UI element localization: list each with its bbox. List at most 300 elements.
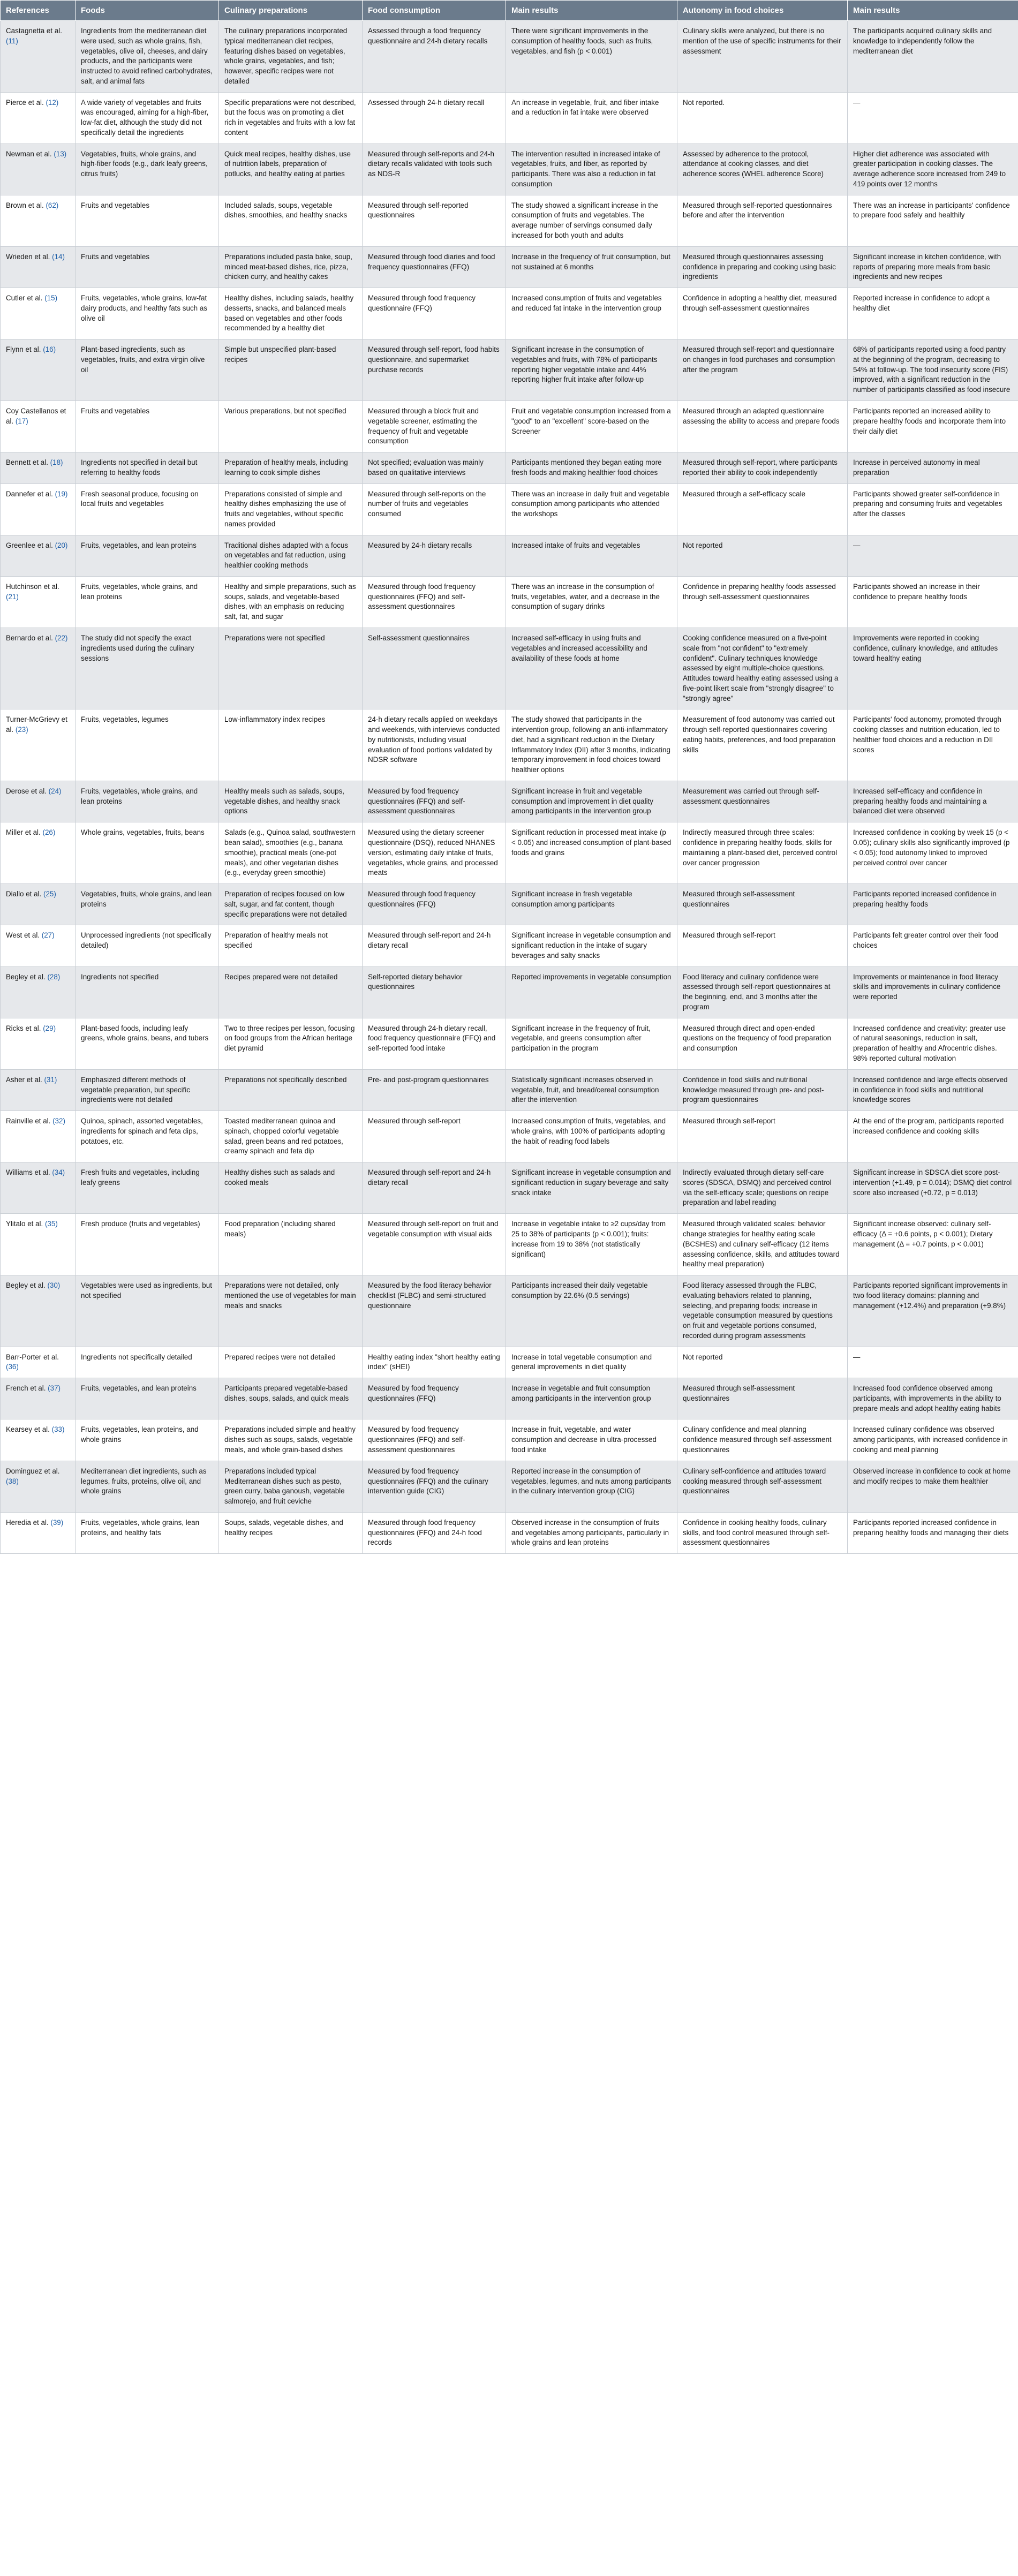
- header-main-results: Main results: [506, 1, 677, 21]
- food-consumption-cell: Measured by 24-h dietary recalls: [363, 535, 506, 576]
- autonomy-cell: Measured through an adapted questionnaire assessing the ability to access and prepare foods: [677, 401, 848, 452]
- reference-author: Hutchinson et al.: [6, 582, 59, 591]
- autonomy-cell: Measured through self-assessment questionnaires: [677, 1378, 848, 1419]
- culinary-preparations-cell: Healthy meals such as salads, soups, vegetable dishes, and healthy snack options: [219, 781, 363, 822]
- main-results-2-cell: Participants showed greater self-confidence in preparing and consuming fruits and vegetables after the classes: [848, 484, 1018, 535]
- table-body: [1, 21, 1018, 1554]
- main-results-2-cell: Participants' food autonomy, promoted through cooking classes and nutrition education, led to healthier food choices and a reduction in DII scores: [848, 709, 1018, 781]
- table-row: [1, 1461, 1018, 1512]
- reference-author: Pierce et al.: [6, 98, 44, 107]
- autonomy-cell: Measured through self-report: [677, 925, 848, 966]
- reference-link[interactable]: (26): [42, 828, 56, 837]
- foods-cell: Fruits, vegetables, whole grains, and lean proteins: [76, 576, 219, 628]
- reference-link[interactable]: (37): [48, 1384, 61, 1393]
- reference-cell: [1, 1461, 76, 1512]
- table-row: [1, 452, 1018, 484]
- autonomy-cell: Measured through a self-efficacy scale: [677, 484, 848, 535]
- table-row: [1, 1111, 1018, 1162]
- reference-author: Greenlee et al.: [6, 541, 53, 549]
- main-results-2-cell: Participants showed an increase in their confidence to prepare healthy foods: [848, 576, 1018, 628]
- reference-author: Bennett et al.: [6, 458, 48, 467]
- main-results-cell: Significant increase in vegetable consumption and significant reduction in sugary beverage and salty snack intake: [506, 1162, 677, 1214]
- header-foods: Foods: [76, 1, 219, 21]
- foods-cell: Fresh produce (fruits and vegetables): [76, 1214, 219, 1275]
- foods-cell: The study did not specify the exact ingredients used during the culinary sessions: [76, 628, 219, 709]
- reference-cell: [1, 781, 76, 822]
- main-results-cell: Significant increase in fresh vegetable consumption among participants: [506, 884, 677, 925]
- autonomy-cell: Confidence in preparing healthy foods assessed through self-assessment questionnaires: [677, 576, 848, 628]
- food-consumption-cell: Measured by the food literacy behavior checklist (FLBC) and semi-structured questionnaire: [363, 1275, 506, 1347]
- food-consumption-cell: Self-reported dietary behavior questionnaires: [363, 966, 506, 1018]
- main-results-cell: Increased self-efficacy in using fruits and vegetables and increased accessibility and availability of these foods at home: [506, 628, 677, 709]
- table-row: [1, 21, 1018, 93]
- food-consumption-cell: 24-h dietary recalls applied on weekdays and weekends, with interviews conducted by nutritionists, including visual evaluation of food portions validated by NDSR software: [363, 709, 506, 781]
- table-row: [1, 339, 1018, 401]
- main-results-2-cell: Increased culinary confidence was observed among participants, with increased confidence in cooking and meal planning: [848, 1419, 1018, 1461]
- food-consumption-cell: Measured through food frequency questionnaire (FFQ): [363, 288, 506, 339]
- reference-link[interactable]: (28): [47, 972, 61, 981]
- reference-cell: [1, 339, 76, 401]
- table-row: [1, 1018, 1018, 1069]
- foods-cell: Emphasized different methods of vegetable preparation, but specific ingredients were not detailed: [76, 1069, 219, 1111]
- main-results-2-cell: —: [848, 535, 1018, 576]
- culinary-preparations-cell: Low-inflammatory index recipes: [219, 709, 363, 781]
- reference-cell: [1, 21, 76, 93]
- reference-link[interactable]: (22): [55, 633, 68, 642]
- autonomy-cell: Culinary confidence and meal planning confidence measured through self-assessment questionnaires: [677, 1419, 848, 1461]
- main-results-2-cell: 68% of participants reported using a food pantry at the beginning of the program, decreasing to 54% at follow-up. The food insecurity score (FIS) improved, with a significant reduction in the number of participants classified as food insecure: [848, 339, 1018, 401]
- reference-author: West et al.: [6, 931, 40, 940]
- culinary-preparations-cell: Preparations included simple and healthy dishes such as soups, salads, vegetable meals, and whole grain-based dishes: [219, 1419, 363, 1461]
- food-consumption-cell: Pre- and post-program questionnaires: [363, 1069, 506, 1111]
- autonomy-cell: Not reported: [677, 535, 848, 576]
- header-food-consumption: Food consumption: [363, 1, 506, 21]
- reference-author: Bernardo et al.: [6, 633, 53, 642]
- food-consumption-cell: Measured through self-reports and 24-h dietary recalls validated with tools such as NDS-R: [363, 143, 506, 195]
- culinary-preparations-cell: Simple but unspecified plant-based recipes: [219, 339, 363, 401]
- table-row: [1, 1347, 1018, 1378]
- reference-author: Derose et al.: [6, 787, 47, 795]
- table-row: [1, 576, 1018, 628]
- reference-author: Kearsey et al.: [6, 1425, 50, 1434]
- culinary-preparations-cell: Preparations included pasta bake, soup, minced meat-based dishes, rice, pizza, chicken curry, and healthy cakes: [219, 246, 363, 288]
- reference-link[interactable]: (15): [44, 294, 58, 303]
- main-results-2-cell: —: [848, 92, 1018, 143]
- food-consumption-cell: Measured through self-report, food habits questionnaire, and supermarket purchase records: [363, 339, 506, 401]
- reference-author: Begley et al.: [6, 972, 46, 981]
- main-results-2-cell: —: [848, 1347, 1018, 1378]
- reference-link[interactable]: (30): [47, 1281, 61, 1290]
- reference-author: Flynn et al.: [6, 345, 41, 354]
- foods-cell: Fresh fruits and vegetables, including leafy greens: [76, 1162, 219, 1214]
- reference-author: Castagnetta et al.: [6, 27, 62, 35]
- food-consumption-cell: Measured through a block fruit and vegetable screener, estimating the frequency of fruit and vegetable consumption: [363, 401, 506, 452]
- food-consumption-cell: Measured by food frequency questionnaires (FFQ) and the culinary intervention guide (CIG): [363, 1461, 506, 1512]
- reference-author: Turner-McGrievy et al.: [6, 715, 67, 734]
- culinary-preparations-cell: Preparations were not detailed, only mentioned the use of vegetables for main meals and snacks: [219, 1275, 363, 1347]
- autonomy-cell: Measured through self-report, where participants reported their ability to cook independently: [677, 452, 848, 484]
- foods-cell: Unprocessed ingredients (not specifically detailed): [76, 925, 219, 966]
- table-row: [1, 1378, 1018, 1419]
- reference-cell: [1, 1347, 76, 1378]
- food-consumption-cell: Measured by food frequency questionnaires (FFQ) and self-assessment questionnaires: [363, 781, 506, 822]
- foods-cell: Vegetables, fruits, whole grains, and lean proteins: [76, 884, 219, 925]
- food-consumption-cell: Measured through food diaries and food frequency questionnaires (FFQ): [363, 246, 506, 288]
- food-consumption-cell: Measured through self-report on fruit and vegetable consumption with visual aids: [363, 1214, 506, 1275]
- foods-cell: Whole grains, vegetables, fruits, beans: [76, 822, 219, 884]
- foods-cell: Fruits and vegetables: [76, 195, 219, 246]
- table-row: [1, 143, 1018, 195]
- reference-cell: [1, 452, 76, 484]
- reference-author: Begley et al.: [6, 1281, 46, 1290]
- main-results-2-cell: Participants felt greater control over their food choices: [848, 925, 1018, 966]
- main-results-cell: The study showed a significant increase in the consumption of fruits and vegetables. The average number of servings consumed daily increased for both youth and adults: [506, 195, 677, 246]
- food-consumption-cell: Not specified; evaluation was mainly based on qualitative interviews: [363, 452, 506, 484]
- autonomy-cell: Measurement of food autonomy was carried out through self-reported questionnaires covering eating habits, preferences, and food preparation skills: [677, 709, 848, 781]
- autonomy-cell: Not reported: [677, 1347, 848, 1378]
- main-results-2-cell: The participants acquired culinary skills and knowledge to independently follow the mediterranean diet: [848, 21, 1018, 93]
- table-row: [1, 822, 1018, 884]
- main-results-cell: There were significant improvements in the consumption of healthy foods, such as fruits, vegetables, and fish (p < 0.001): [506, 21, 677, 93]
- main-results-cell: Increase in vegetable intake to ≥2 cups/day from 25 to 38% of participants (p < 0.001); fruits: increase from 19 to 38% (not statistically significant): [506, 1214, 677, 1275]
- main-results-cell: The study showed that participants in the intervention group, following an anti-inflammatory diet, had a significant reduction in the Dietary Inflammatory Index (DII) after 3 months, indicating temporary improvement in food choices toward healthier options: [506, 709, 677, 781]
- reference-author: Dominguez et al.: [6, 1467, 60, 1475]
- table-row: [1, 92, 1018, 143]
- main-results-2-cell: Increased confidence and creativity: greater use of natural seasonings, reduction in salt, preparation of healthy and Afrocentric dishes. 98% reported cultural motivation: [848, 1018, 1018, 1069]
- food-consumption-cell: Measured through self-reports on the number of fruits and vegetables consumed: [363, 484, 506, 535]
- reference-link[interactable]: (18): [50, 458, 63, 467]
- table-row: [1, 195, 1018, 246]
- food-consumption-cell: Measured through self-reported questionnaires: [363, 195, 506, 246]
- foods-cell: Fruits, vegetables, and lean proteins: [76, 535, 219, 576]
- autonomy-cell: Indirectly measured through three scales: confidence in preparing healthy foods, skills for maintaining a plant-based diet, perceived control over cancer progression: [677, 822, 848, 884]
- autonomy-cell: Measured through self-report and questionnaire on changes in food purchases and consumption after the program: [677, 339, 848, 401]
- culinary-preparations-cell: Preparations were not specified: [219, 628, 363, 709]
- main-results-cell: Significant increase in fruit and vegetable consumption and improvement in diet quality among participants in the intervention group: [506, 781, 677, 822]
- main-results-cell: Increase in the frequency of fruit consumption, but not sustained at 6 months: [506, 246, 677, 288]
- reference-link[interactable]: (27): [41, 931, 55, 940]
- reference-cell: [1, 822, 76, 884]
- table-row: [1, 401, 1018, 452]
- main-results-2-cell: Increased confidence in cooking by week 15 (p < 0.05); culinary skills also significantly improved (p < 0.05); food autonomy linked to improved perceived control over cancer: [848, 822, 1018, 884]
- main-results-cell: Reported improvements in vegetable consumption: [506, 966, 677, 1018]
- culinary-preparations-cell: Participants prepared vegetable-based dishes, soups, salads, and quick meals: [219, 1378, 363, 1419]
- main-results-2-cell: Significant increase observed: culinary self-efficacy (Δ = +0.6 points, p < 0.001); Dietary management (Δ = +0.7 points, p < 0.001): [848, 1214, 1018, 1275]
- main-results-cell: Participants increased their daily vegetable consumption by 22.6% (0.5 servings): [506, 1275, 677, 1347]
- reference-author: Brown et al.: [6, 201, 44, 209]
- table-row: [1, 709, 1018, 781]
- table-row: [1, 484, 1018, 535]
- main-results-cell: Significant reduction in processed meat intake (p < 0.05) and increased consumption of plant-based foods and grains: [506, 822, 677, 884]
- main-results-2-cell: At the end of the program, participants reported increased confidence and cooking skills: [848, 1111, 1018, 1162]
- autonomy-cell: Culinary self-confidence and attitudes toward cooking measured through self-assessment questionnaires: [677, 1461, 848, 1512]
- foods-cell: A wide variety of vegetables and fruits was encouraged, aiming for a high-fiber, low-fat diet, although the study did not specifically detail the ingredients: [76, 92, 219, 143]
- foods-cell: Fruits, vegetables, legumes: [76, 709, 219, 781]
- reference-cell: [1, 1018, 76, 1069]
- main-results-2-cell: Improvements were reported in cooking confidence, culinary knowledge, and attitudes toward healthy eating: [848, 628, 1018, 709]
- table-row: [1, 1512, 1018, 1553]
- autonomy-cell: Confidence in food skills and nutritional knowledge measured through pre- and post-program questionnaires: [677, 1069, 848, 1111]
- reference-cell: [1, 925, 76, 966]
- foods-cell: Vegetables, fruits, whole grains, and high-fiber foods (e.g., dark leafy greens, citrus fruits): [76, 143, 219, 195]
- foods-cell: Fruits, vegetables, whole grains, low-fat dairy products, and healthy fats such as olive oil: [76, 288, 219, 339]
- table-row: [1, 246, 1018, 288]
- reference-link[interactable]: (35): [44, 1220, 58, 1228]
- autonomy-cell: Measured through self-report: [677, 1111, 848, 1162]
- culinary-preparations-cell: The culinary preparations incorporated typical mediterranean diet recipes, featuring dishes based on vegetables, whole grains, vegetables, and fish; however, specific recipes were not detailed: [219, 21, 363, 93]
- autonomy-cell: Culinary skills were analyzed, but there is no mention of the use of specific instruments for their assessment: [677, 21, 848, 93]
- foods-cell: Plant-based foods, including leafy greens, whole grains, beans, and tubers: [76, 1018, 219, 1069]
- foods-cell: Ingredients not specified: [76, 966, 219, 1018]
- foods-cell: Mediterranean diet ingredients, such as legumes, fruits, proteins, olive oil, and whole grains: [76, 1461, 219, 1512]
- reference-cell: [1, 1162, 76, 1214]
- main-results-2-cell: Higher diet adherence was associated with greater participation in cooking classes. The average adherence score increased from 249 to 419 points over 12 months: [848, 143, 1018, 195]
- foods-cell: Fruits, vegetables, and lean proteins: [76, 1378, 219, 1419]
- autonomy-cell: Measured through direct and open-ended questions on the frequency of food preparation and consumption: [677, 1018, 848, 1069]
- main-results-2-cell: Participants reported significant improvements in two food literacy domains: planning and management (+12.4%) and preparation (+9.8%): [848, 1275, 1018, 1347]
- culinary-preparations-cell: Healthy dishes, including salads, healthy desserts, snacks, and balanced meals based on vegetables and other foods recommended by a healthy diet: [219, 288, 363, 339]
- main-results-2-cell: Participants reported increased confidence in preparing healthy foods and managing their diets: [848, 1512, 1018, 1553]
- main-results-2-cell: Reported increase in confidence to adopt a healthy diet: [848, 288, 1018, 339]
- food-consumption-cell: Self-assessment questionnaires: [363, 628, 506, 709]
- reference-author: Ylitalo et al.: [6, 1220, 43, 1228]
- culinary-preparations-cell: Recipes prepared were not detailed: [219, 966, 363, 1018]
- reference-cell: [1, 1214, 76, 1275]
- main-results-cell: Significant increase in the consumption of vegetables and fruits, with 78% of participants reporting higher vegetable intake and 44% reporting higher fruit intake after follow-up: [506, 339, 677, 401]
- reference-cell: [1, 576, 76, 628]
- culinary-preparations-cell: Preparations included typical Mediterranean dishes such as pesto, green curry, baba ganoush, vegetable salmorejo, and fruit ceviche: [219, 1461, 363, 1512]
- autonomy-cell: Assessed by adherence to the protocol, attendance at cooking classes, and diet adherence scores (WHEL adherence Score): [677, 143, 848, 195]
- reference-author: Williams et al.: [6, 1168, 50, 1177]
- reference-link[interactable]: (21): [6, 592, 19, 601]
- autonomy-cell: Confidence in adopting a healthy diet, measured through self-assessment questionnaires: [677, 288, 848, 339]
- reference-link[interactable]: (17): [15, 417, 28, 425]
- reference-author: Coy Castellanos et al.: [6, 406, 66, 425]
- table-row: [1, 288, 1018, 339]
- main-results-2-cell: Significant increase in SDSCA diet score post-intervention (+1.49, p = 0.014); DSMQ diet control score also increased (+0.72, p = 0.013): [848, 1162, 1018, 1214]
- main-results-2-cell: Observed increase in confidence to cook at home and modify recipes to make them healthier: [848, 1461, 1018, 1512]
- autonomy-cell: Measured through self-assessment questionnaires: [677, 884, 848, 925]
- food-consumption-cell: Measured using the dietary screener questionnaire (DSQ), reduced NHANES version, estimating daily intake of fruits, vegetables, whole grains, and processed meats: [363, 822, 506, 884]
- culinary-preparations-cell: Soups, salads, vegetable dishes, and healthy recipes: [219, 1512, 363, 1553]
- foods-cell: Plant-based ingredients, such as vegetables, fruits, and extra virgin olive oil: [76, 339, 219, 401]
- food-consumption-cell: Assessed through 24-h dietary recall: [363, 92, 506, 143]
- reference-cell: [1, 1419, 76, 1461]
- main-results-cell: Increase in fruit, vegetable, and water consumption and decrease in ultra-processed food intake: [506, 1419, 677, 1461]
- reference-cell: [1, 1111, 76, 1162]
- main-results-2-cell: Participants reported increased confidence in preparing healthy foods: [848, 884, 1018, 925]
- reference-cell: [1, 92, 76, 143]
- reference-link[interactable]: (25): [43, 890, 56, 898]
- reference-link[interactable]: (16): [43, 345, 56, 354]
- autonomy-cell: Confidence in cooking healthy foods, culinary skills, and food control measured through self-assessment questionnaires: [677, 1512, 848, 1553]
- culinary-preparations-cell: Two to three recipes per lesson, focusing on food groups from the African heritage diet pyramid: [219, 1018, 363, 1069]
- reference-author: Cutler et al.: [6, 294, 43, 303]
- reference-link[interactable]: (38): [6, 1477, 19, 1485]
- table-row: [1, 884, 1018, 925]
- reference-cell: [1, 143, 76, 195]
- food-consumption-cell: Measured through food frequency questionnaires (FFQ) and 24-h food records: [363, 1512, 506, 1553]
- reference-author: Miller et al.: [6, 828, 41, 837]
- food-consumption-cell: Healthy eating index "short healthy eating index" (sHEI): [363, 1347, 506, 1378]
- food-consumption-cell: Measured through food frequency questionnaires (FFQ): [363, 884, 506, 925]
- reference-link[interactable]: (36): [6, 1363, 19, 1371]
- main-results-2-cell: Increased food confidence observed among participants, with improvements in the ability to prepare meals and adopt healthy eating habits: [848, 1378, 1018, 1419]
- table-row: [1, 1214, 1018, 1275]
- autonomy-cell: Measurement was carried out through self-assessment questionnaires: [677, 781, 848, 822]
- reference-link[interactable]: (31): [44, 1075, 57, 1084]
- main-results-cell: Participants mentioned they began eating more fresh foods and making healthier food choices: [506, 452, 677, 484]
- foods-cell: Vegetables were used as ingredients, but not specified: [76, 1275, 219, 1347]
- autonomy-cell: Food literacy and culinary confidence were assessed through self-report questionnaires at the beginning, end, and 3 months after the program: [677, 966, 848, 1018]
- reference-link[interactable]: (13): [54, 149, 67, 158]
- main-results-cell: Observed increase in the consumption of fruits and vegetables among participants, particularly in whole grains and lean proteins: [506, 1512, 677, 1553]
- main-results-cell: Significant increase in the frequency of fruit, vegetable, and greens consumption after participation in the program: [506, 1018, 677, 1069]
- culinary-preparations-cell: Traditional dishes adapted with a focus on vegetables and fat reduction, using healthier cooking methods: [219, 535, 363, 576]
- reference-author: Wrieden et al.: [6, 252, 50, 261]
- table-row: [1, 1162, 1018, 1214]
- reference-link[interactable]: (39): [50, 1518, 64, 1527]
- table-row: [1, 781, 1018, 822]
- reference-cell: [1, 884, 76, 925]
- food-consumption-cell: Measured through self-report and 24-h dietary recall: [363, 925, 506, 966]
- foods-cell: Fruits and vegetables: [76, 246, 219, 288]
- reference-cell: [1, 1512, 76, 1553]
- header-references: References: [1, 1, 76, 21]
- main-results-cell: Increased consumption of fruits and vegetables and reduced fat intake in the intervention group: [506, 288, 677, 339]
- foods-cell: Quinoa, spinach, assorted vegetables, ingredients for spinach and feta dips, potatoes, etc.: [76, 1111, 219, 1162]
- reference-cell: [1, 628, 76, 709]
- main-results-cell: Reported increase in the consumption of vegetables, legumes, and nuts among participants in the culinary intervention group (CIG): [506, 1461, 677, 1512]
- reference-link[interactable]: (32): [52, 1117, 65, 1125]
- foods-cell: Fruits and vegetables: [76, 401, 219, 452]
- autonomy-cell: Food literacy assessed through the FLBC, evaluating behaviors related to planning, selecting, and preparing foods; increase in vegetable consumption measured by questions on fruit and vegetable portions consumed, recorded during program assessments: [677, 1275, 848, 1347]
- main-results-2-cell: There was an increase in participants' confidence to prepare food safely and healthily: [848, 195, 1018, 246]
- table-row: [1, 1275, 1018, 1347]
- reference-author: Heredia et al.: [6, 1518, 49, 1527]
- main-results-cell: The intervention resulted in increased intake of vegetables, fruits, and fiber, as reported by participants. There was also a reduction in fat consumption: [506, 143, 677, 195]
- culinary-preparations-cell: Various preparations, but not specified: [219, 401, 363, 452]
- foods-cell: Fruits, vegetables, lean proteins, and whole grains: [76, 1419, 219, 1461]
- reference-cell: [1, 709, 76, 781]
- reference-author: French et al.: [6, 1384, 46, 1393]
- header-main-results-2: Main results: [848, 1, 1018, 21]
- culinary-preparations-cell: Quick meal recipes, healthy dishes, use of nutrition labels, preparation of potlucks, and healthy eating at parties: [219, 143, 363, 195]
- autonomy-cell: Measured through self-reported questionnaires before and after the intervention: [677, 195, 848, 246]
- reference-link[interactable]: (12): [46, 98, 59, 107]
- table-row: [1, 628, 1018, 709]
- foods-cell: Ingredients not specifically detailed: [76, 1347, 219, 1378]
- main-results-cell: Significant increase in vegetable consumption and significant reduction in the intake of sugary beverages and salty snacks: [506, 925, 677, 966]
- reference-author: Asher et al.: [6, 1075, 42, 1084]
- reference-cell: [1, 401, 76, 452]
- main-results-cell: Increase in total vegetable consumption and general improvements in diet quality: [506, 1347, 677, 1378]
- culinary-preparations-cell: Preparation of healthy meals, including learning to cook simple dishes: [219, 452, 363, 484]
- main-results-2-cell: Improvements or maintenance in food literacy skills and improvements in culinary confidence were reported: [848, 966, 1018, 1018]
- food-consumption-cell: Measured through self-report: [363, 1111, 506, 1162]
- reference-cell: [1, 288, 76, 339]
- reference-cell: [1, 1378, 76, 1419]
- reference-link[interactable]: (34): [52, 1168, 65, 1177]
- culinary-preparations-cell: Included salads, soups, vegetable dishes, smoothies, and healthy snacks: [219, 195, 363, 246]
- culinary-preparations-cell: Healthy dishes such as salads and cooked meals: [219, 1162, 363, 1214]
- reference-author: Dannefer et al.: [6, 489, 53, 498]
- culinary-preparations-cell: Specific preparations were not described, but the focus was on promoting a diet rich in vegetables and fruits with a low fat content: [219, 92, 363, 143]
- reference-author: Newman et al.: [6, 149, 52, 158]
- foods-cell: Fruits, vegetables, whole grains, lean proteins, and healthy fats: [76, 1512, 219, 1553]
- food-consumption-cell: Measured by food frequency questionnaires (FFQ) and self-assessment questionnaires: [363, 1419, 506, 1461]
- reference-link[interactable]: (62): [46, 201, 59, 209]
- header-row: [1, 1, 1018, 21]
- reference-cell: [1, 1275, 76, 1347]
- main-results-cell: Increased intake of fruits and vegetables: [506, 535, 677, 576]
- table-row: [1, 925, 1018, 966]
- reference-cell: [1, 535, 76, 576]
- header-autonomy: Autonomy in food choices: [677, 1, 848, 21]
- reference-cell: [1, 1069, 76, 1111]
- foods-cell: Fruits, vegetables, whole grains, and lean proteins: [76, 781, 219, 822]
- culinary-preparations-cell: Salads (e.g., Quinoa salad, southwestern bean salad), smoothies (e.g., banana smoothie), practical meals (one-pot meals), and other vegetarian dishes (e.g., everyday green smoothie): [219, 822, 363, 884]
- reference-cell: [1, 246, 76, 288]
- food-consumption-cell: Assessed through a food frequency questionnaire and 24-h dietary recalls: [363, 21, 506, 93]
- main-results-2-cell: Participants reported an increased ability to prepare healthy foods and incorporate them into their daily diet: [848, 401, 1018, 452]
- main-results-cell: An increase in vegetable, fruit, and fiber intake and a reduction in fat intake were observed: [506, 92, 677, 143]
- main-results-2-cell: Increased self-efficacy and confidence in preparing healthy foods and maintaining a balanced diet were observed: [848, 781, 1018, 822]
- table-row: [1, 966, 1018, 1018]
- culinary-preparations-cell: Toasted mediterranean quinoa and spinach, chopped colorful vegetable salad, green beans and red potatoes, creamy spinach and feta dip: [219, 1111, 363, 1162]
- table-row: [1, 535, 1018, 576]
- food-consumption-cell: Measured through 24-h dietary recall, food frequency questionnaire (FFQ) and self-reported food intake: [363, 1018, 506, 1069]
- main-results-cell: Fruit and vegetable consumption increased from a "good" to an "excellent" score-based on the Screener: [506, 401, 677, 452]
- main-results-cell: There was an increase in daily fruit and vegetable consumption among participants who attended the workshops: [506, 484, 677, 535]
- food-consumption-cell: Measured through self-report and 24-h dietary recall: [363, 1162, 506, 1214]
- reference-link[interactable]: (29): [43, 1024, 56, 1032]
- culinary-preparations-cell: Prepared recipes were not detailed: [219, 1347, 363, 1378]
- foods-cell: Ingredients from the mediterranean diet were used, such as whole grains, fish, vegetables, olive oil, cheeses, and dairy products, and the participants were instructed to avoid refined carbohydrates, salt, and animal fats: [76, 21, 219, 93]
- main-results-cell: There was an increase in the consumption of fruits, vegetables, water, and a decrease in the consumption of sugary drinks: [506, 576, 677, 628]
- culinary-preparations-cell: Preparations consisted of simple and healthy dishes emphasizing the use of fruits and vegetables, without specific names provided: [219, 484, 363, 535]
- autonomy-cell: Measured through validated scales: behavior change strategies for healthy eating scale (BCSHES) and culinary self-efficacy (12 items assessing confidence, skills, and attitudes toward healthy meal preparation): [677, 1214, 848, 1275]
- main-results-2-cell: Increased confidence and large effects observed in confidence in food skills and nutritional knowledge scores: [848, 1069, 1018, 1111]
- food-consumption-cell: Measured through food frequency questionnaires (FFQ) and self-assessment questionnaires: [363, 576, 506, 628]
- reference-link[interactable]: (11): [6, 36, 18, 45]
- main-results-cell: Increase in vegetable and fruit consumption among participants in the intervention group: [506, 1378, 677, 1419]
- main-results-2-cell: Increase in perceived autonomy in meal preparation: [848, 452, 1018, 484]
- food-consumption-cell: Measured by food frequency questionnaires (FFQ): [363, 1378, 506, 1419]
- culinary-preparations-cell: Food preparation (including shared meals): [219, 1214, 363, 1275]
- reference-link[interactable]: (20): [55, 541, 68, 549]
- autonomy-cell: Cooking confidence measured on a five-point scale from "not confident" to "extremely confident". Culinary techniques knowledge assessed by eight multiple-choice questions. Attitudes toward healthy eating assessed using a five-point likert scale from "strongly disagree" to "strongly agree": [677, 628, 848, 709]
- reference-link[interactable]: (24): [48, 787, 62, 795]
- table-row: [1, 1069, 1018, 1111]
- table-row: [1, 1419, 1018, 1461]
- reference-link[interactable]: (33): [51, 1425, 65, 1434]
- reference-cell: [1, 195, 76, 246]
- reference-author: Rainville et al.: [6, 1117, 51, 1125]
- reference-link[interactable]: (23): [15, 726, 28, 734]
- culinary-preparations-cell: Healthy and simple preparations, such as soups, salads, and vegetable-based dishes, with an emphasis on reducing salt, fat, and sugar: [219, 576, 363, 628]
- autonomy-cell: Not reported.: [677, 92, 848, 143]
- reference-link[interactable]: (14): [52, 252, 65, 261]
- main-results-2-cell: Significant increase in kitchen confidence, with reports of preparing more meals from basic ingredients and new recipes: [848, 246, 1018, 288]
- culinary-preparations-cell: Preparation of healthy meals not specified: [219, 925, 363, 966]
- reference-link[interactable]: (19): [55, 489, 68, 498]
- foods-cell: Ingredients not specified in detail but referring to healthy foods: [76, 452, 219, 484]
- reference-author: Diallo et al.: [6, 890, 42, 898]
- reference-cell: [1, 966, 76, 1018]
- header-culinary-preparations: Culinary preparations: [219, 1, 363, 21]
- autonomy-cell: Indirectly evaluated through dietary self-care scores (SDSCA, DSMQ) and perceived control via the self-efficacy scale; questions on recipe preparation and label reading: [677, 1162, 848, 1214]
